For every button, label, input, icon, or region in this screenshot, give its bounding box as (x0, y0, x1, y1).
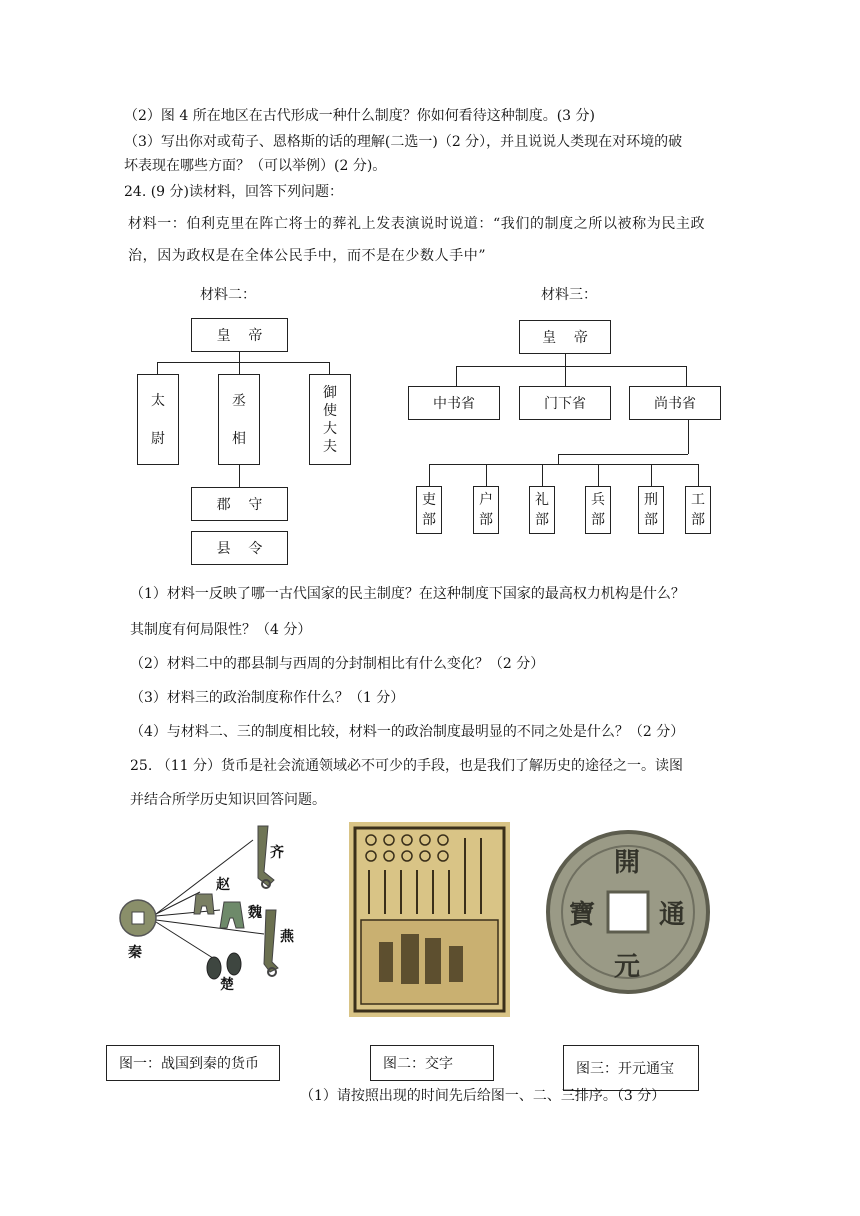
m2-yushi-box (309, 374, 351, 465)
m3-connector (558, 454, 688, 455)
m3-connector (429, 464, 430, 486)
state-qi-label: 齐 (270, 845, 284, 861)
q24-part4: （4）与材料二、三的制度相比较，材料一的政治制度最明显的不同之处是什么？（2 分） (130, 724, 685, 740)
m3-connector (565, 354, 566, 386)
m3-libu-box (416, 486, 442, 534)
q24-part2: （2）材料二中的郡县制与西周的分封制相比有什么变化？（2 分） (130, 656, 545, 672)
material1-line1: 材料一：伯利克里在阵亡将士的葬礼上发表演说时说道：“我们的制度之所以被称为民主政 (128, 216, 706, 232)
m3-connector (598, 464, 599, 486)
state-wei-label: 魏 (248, 905, 262, 921)
q23-part3-line2: 坏表现在哪些方面？（可以举例）(2 分)。 (124, 158, 387, 174)
figure3-caption (563, 1045, 699, 1091)
m2-junshou-text: 郡 守 (216, 497, 263, 513)
m3-ministry-char: 礼 (535, 492, 549, 508)
m2-connector (239, 352, 240, 374)
material1-line2: 治，因为政权是在全体公民手中，而不是在少数人手中” (128, 248, 487, 264)
m3-connector (686, 366, 687, 386)
m3-ministry-char: 吏 (422, 492, 436, 508)
m3-zhongshu-box (408, 386, 500, 420)
m3-emperor-box (519, 320, 611, 354)
q23-part3-line1: （3）写出你对或荀子、恩格斯的话的理解(二选一)（2 分），并且说说人类现在对环境的破 (124, 134, 683, 150)
m3-connector (456, 366, 457, 386)
q25-intro-line1: 25. （11 分）货币是社会流通领域必不可少的手段，也是我们了解历史的途径之一。读图 (130, 758, 683, 774)
m3-xingbu-box (638, 486, 664, 534)
q25-intro-line2: 并结合所学历史知识回答问题。 (130, 792, 326, 808)
q24-title: 24. (9 分)读材料，回答下列问题： (124, 184, 343, 200)
m2-yushi-char: 大 (323, 420, 337, 437)
q24-part1-line1: （1）材料一反映了哪一古代国家的民主制度？在这种制度下国家的最高权力机构是什么？ (130, 586, 685, 602)
m3-connector (542, 464, 543, 486)
m3-ministry-char: 户 (479, 492, 493, 508)
m3-emperor-text: 皇 帝 (542, 330, 588, 346)
m2-chengxiang-box (218, 374, 260, 465)
m3-menxia-box (519, 386, 611, 420)
figure1-caption-text: 图一：战国到秦的货币 (119, 1056, 259, 1072)
m3-connector (688, 420, 689, 454)
m3-ministry-char: 刑 (644, 492, 658, 508)
coin-char-right: 通 (659, 900, 686, 930)
m2-xianling-box (191, 531, 288, 565)
m3-connector (429, 464, 698, 465)
figure2-jiaozi (349, 822, 510, 1017)
figure3-kaiyuan-coin (545, 822, 711, 1002)
m3-connector (698, 464, 699, 486)
state-zhao-label: 赵 (216, 877, 230, 893)
m3-lii-box (529, 486, 555, 534)
m3-ministry-char: 部 (691, 512, 705, 528)
m2-connector (157, 362, 158, 374)
q23-part2: （2）图 4 所在地区在古代形成一种什么制度？你如何看待这种制度。(3 分) (124, 108, 595, 124)
m3-gongbu-box (685, 486, 711, 534)
coin-char-bottom: 元 (614, 952, 641, 982)
m2-connector (157, 362, 330, 363)
q24-part1-line2: 其制度有何局限性？（4 分） (130, 622, 312, 638)
coin-char-top: 開 (614, 848, 641, 878)
m2-junshou-box (191, 487, 288, 521)
m2-emperor-box (191, 318, 288, 352)
state-chu-label: 楚 (220, 977, 234, 993)
m3-ministry-char: 部 (591, 512, 605, 528)
state-qin-label: 秦 (128, 945, 142, 961)
coin-char-left: 寶 (569, 900, 596, 930)
m3-ministry-char: 部 (535, 512, 549, 528)
jiaozi-note-image (349, 822, 510, 1017)
m3-hubu-box (473, 486, 499, 534)
m2-taiwei-char: 太 (151, 392, 165, 409)
m3-ministry-char: 部 (479, 512, 493, 528)
state-yan-label: 燕 (280, 929, 294, 945)
figure3-caption-text: 图三：开元通宝 (576, 1061, 674, 1077)
m3-bingbu-box (585, 486, 611, 534)
q24-part3: （3）材料三的政治制度称作什么？（1 分） (130, 690, 405, 706)
m3-connector (651, 464, 652, 486)
m2-yushi-char: 夫 (323, 438, 337, 455)
material3-label: 材料三： (541, 287, 597, 303)
m2-taiwei-char: 尉 (151, 430, 165, 447)
m3-ministry-char: 部 (644, 512, 658, 528)
m3-shangshu-text: 尚书省 (654, 396, 696, 412)
m3-menxia-text: 门下省 (544, 396, 586, 412)
m2-emperor-text: 皇 帝 (216, 328, 263, 344)
m2-chengxiang-char: 丞 (232, 392, 246, 409)
m3-connector (456, 366, 686, 367)
figure1-caption (106, 1045, 280, 1081)
m2-connector (329, 362, 330, 374)
m3-ministry-char: 兵 (591, 492, 605, 508)
m3-connector (558, 454, 559, 464)
m3-ministry-char: 部 (422, 512, 436, 528)
material2-label: 材料二： (200, 287, 256, 303)
m2-yushi-char: 使 (323, 402, 337, 419)
figure1-coins (108, 822, 308, 1012)
m3-ministry-char: 工 (691, 492, 705, 508)
m2-taiwei-box (137, 374, 179, 465)
m3-connector (486, 464, 487, 486)
m3-shangshu-box (629, 386, 721, 420)
m2-xianling-text: 县 令 (216, 541, 263, 557)
m2-connector (239, 465, 240, 487)
m2-yushi-char: 御 (323, 384, 337, 401)
q25-part1: （1）请按照出现的时间先后给图一、二、三排序。（3 分） (300, 1088, 666, 1104)
figure2-caption (370, 1045, 494, 1081)
m2-chengxiang-char: 相 (232, 430, 246, 447)
figure2-caption-text: 图二：交字 (383, 1056, 453, 1072)
m3-zhongshu-text: 中书省 (433, 396, 475, 412)
